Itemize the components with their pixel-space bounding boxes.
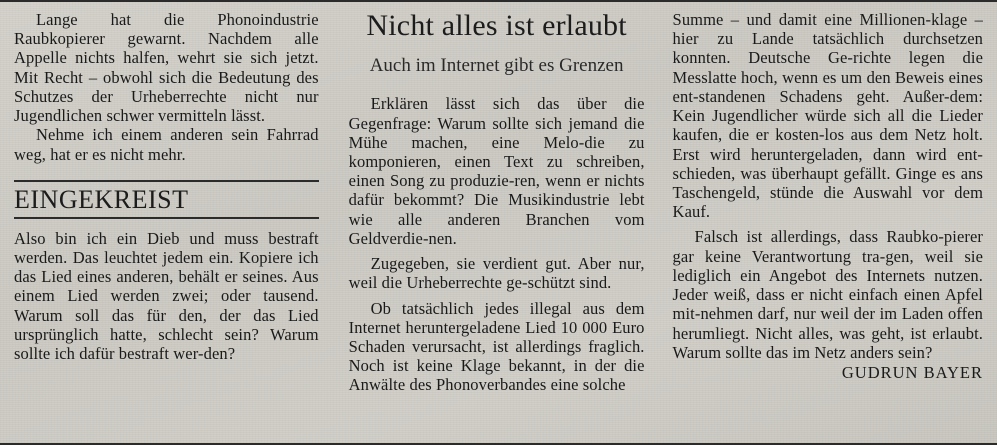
paragraph: Zugegeben, sie verdient gut. Aber nur, weil die Urheberrechte ge-schützt sind. [348,254,645,293]
top-rule [0,0,997,2]
column-one [14,10,335,439]
paragraph: Falsch ist allerdings, dass Raubko-pierer gar keine Verantwortung tra-gen, weil sie lediglich ein Angebot des Internets nutzen. Jeder weiß, dass er nicht einfach einen Apfel mit-nehmen darf, nur weil der im Laden offen herumliegt. Nicht alles, was geht, ist erlaubt. Warum sollte das im Netz anders sein? [672,227,983,362]
paragraph: Erklären lässt sich das über die Gegenfrage: Warum sollte sich jemand die Mühe machen, eine Melo-die zu komponieren, einen Text zu schreiben, einen Song zu produzie-ren, wenn er nichts dafür bekommt? Die Musikindustrie lebt wie alle anderen Branchen vom Geldverdie-nen. [348,94,645,248]
byline: GUDRUN BAYER [841,362,983,382]
article-columns [14,10,983,439]
section-heading [14,180,319,219]
section-heading-label: EINGEKREIST [14,184,189,214]
paragraph: Also bin ich ein Dieb und muss bestraft werden. Das leuchtet jedem ein. Kopiere ich das Lied eines anderen, behält er seines. Aus einem Lied werden zwei; oder tausend. Warum soll das für den, der das Lied ursprünglich hatte, schlecht sein? Warum sollte ich dafür bestraft wer-den? [14,228,319,364]
paragraph: Nehme ich einem anderen sein Fahrrad weg, hat er es nicht mehr. [14,125,319,164]
paragraph: Summe – und damit eine Millionen-klage – hier zu Lande tatsächlich durchsetzen konnten. Deutsche Ge-richte legen die Messlatte hoch, wenn es um den Beweis eines ent-standenen Schadens geht. Außer-dem: Kein Jugendlicher würde sich all die Lieder kaufen, die er kosten-los aus dem Netz holt. Erst wird heruntergeladen, dann wird ent-schieden, was überhaupt gefällt. Ginge es ans Taschengeld, stünde die Auswahl vor dem Kauf. [672,10,983,222]
paragraph: Lange hat die Phonoindustrie Raubkopierer gewarnt. Nachdem alle Appelle nichts halfen, wehrt sie sich jetzt. Mit Recht – obwohl sich die Bedeutung des Schutzes der Urheberrechte nicht nur Jugendlichen schwer vermitteln lässt. [14,10,319,126]
section-rule [14,180,319,182]
section-rule [14,217,319,219]
column-two [335,10,659,439]
paragraph: Ob tatsächlich jedes illegal aus dem Internet heruntergeladene Lied 10 000 Euro Schaden verursacht, ist allerdings fraglich. Noch ist keine Klage bekannt, in der die Anwälte des Phonoverbandes eine solche [348,298,645,395]
subheadline: Auch im Internet gibt es Grenzen [369,54,624,76]
page-title: Nicht alles ist erlaubt [366,9,627,42]
column-three [659,10,983,439]
